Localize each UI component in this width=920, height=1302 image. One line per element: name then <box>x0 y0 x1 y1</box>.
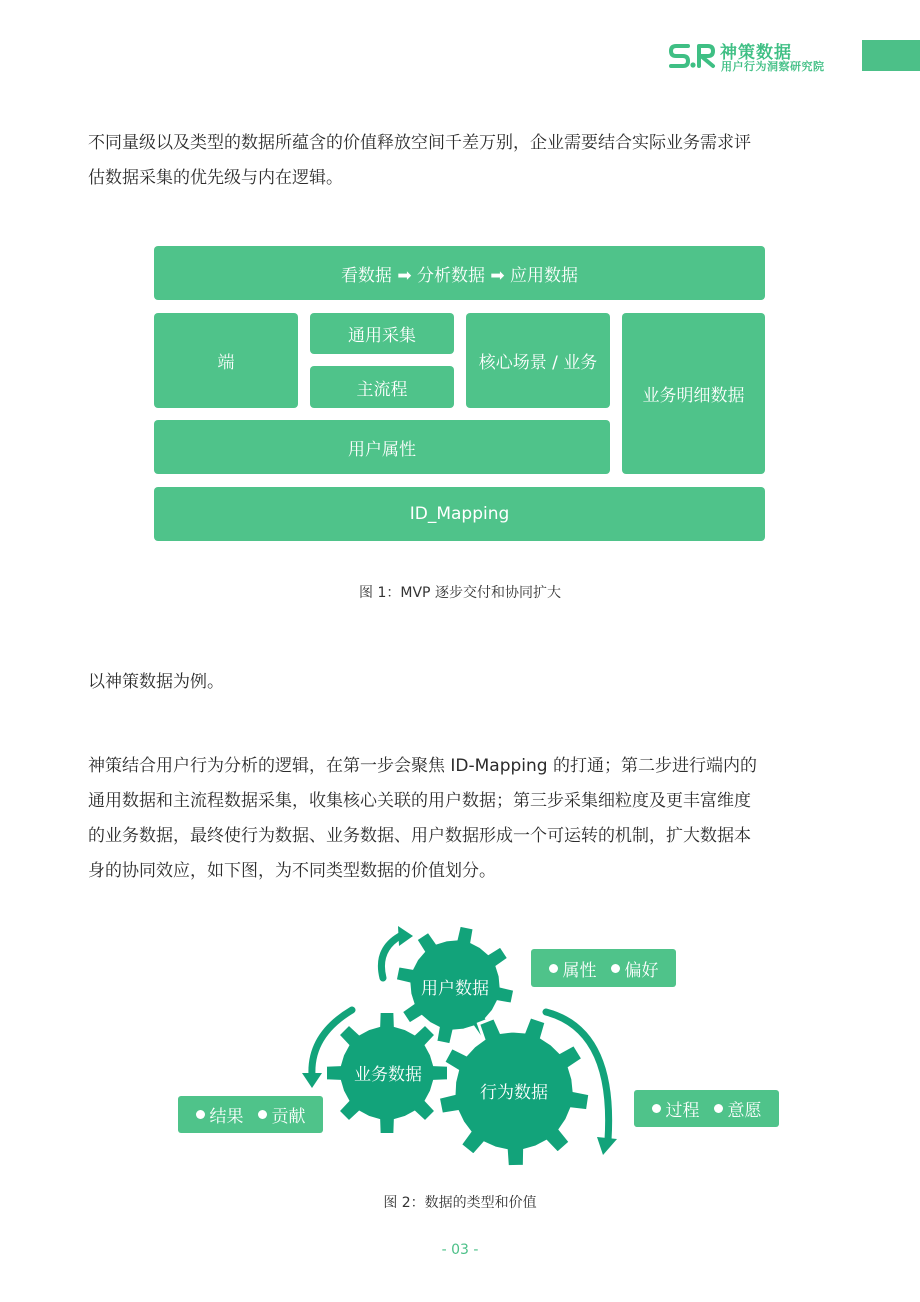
figure1-caption: 图 1：MVP 逐步交付和协同扩大 <box>359 585 561 601</box>
box-end: 端 <box>154 313 298 408</box>
box-main-flow: 主流程 <box>310 366 454 408</box>
brand-subtitle: 用户行为洞察研究院 <box>721 60 825 73</box>
tag-text: 意愿 <box>727 1101 762 1121</box>
tag-text: 偏好 <box>624 960 659 981</box>
intro-line: 估数据采集的优先级与内在逻辑。 <box>88 168 343 188</box>
intro-line: 不同量级以及类型的数据所蕴含的价值释放空间千差万别，企业需要结合实际业务需求评 <box>88 133 751 153</box>
bullet-icon <box>196 1110 205 1119</box>
brand-name: 神策数据 <box>720 43 792 63</box>
tag-text: 结果 <box>209 1107 244 1127</box>
box-core-scenario: 核心场景 / 业务 <box>466 313 610 408</box>
box-id-mapping: ID_Mapping <box>154 487 765 541</box>
bullet-icon <box>611 964 620 973</box>
flow-banner: 看数据 ➡ 分析数据 ➡ 应用数据 <box>154 246 765 300</box>
gear-label-business: 业务数据 <box>354 1065 422 1085</box>
tag-user <box>531 949 676 987</box>
tag-item <box>258 1102 306 1127</box>
example-line: 以神策数据为例。 <box>88 672 224 692</box>
figure2-caption: 图 2：数据的类型和价值 <box>383 1195 537 1211</box>
bullet-icon <box>549 964 558 973</box>
tag-item <box>549 956 597 981</box>
body-line: 通用数据和主流程数据采集，收集核心关联的用户数据；第三步采集细粒度及更丰富维度 <box>88 791 751 811</box>
tag-item <box>196 1102 244 1127</box>
gear-label-behavior: 行为数据 <box>480 1083 548 1103</box>
bullet-icon <box>652 1104 661 1113</box>
page-number: - 03 - <box>441 1242 479 1258</box>
cycle-arrow-head-icon <box>302 1073 322 1088</box>
tag-item <box>611 956 659 981</box>
box-general-collection: 通用采集 <box>310 313 454 354</box>
body-line: 神策结合用户行为分析的逻辑，在第一步会聚焦 ID-Mapping 的打通；第二步进行端内的 <box>88 756 757 776</box>
tag-behavior <box>634 1090 779 1127</box>
tag-text: 贡献 <box>271 1107 306 1127</box>
bullet-icon <box>714 1104 723 1113</box>
body-line: 身的协同效应，如下图，为不同类型数据的价值划分。 <box>88 861 496 881</box>
tag-text: 过程 <box>665 1101 700 1121</box>
bullet-icon <box>258 1110 267 1119</box>
box-business-detail: 业务明细数据 <box>622 313 765 474</box>
gear-label-user: 用户数据 <box>421 979 489 999</box>
tag-item <box>714 1096 762 1121</box>
cycle-arrow-head-icon <box>597 1137 617 1155</box>
tag-text: 属性 <box>562 960 597 981</box>
tag-business <box>178 1096 323 1133</box>
box-user-attributes: 用户属性 <box>154 420 610 474</box>
cycle-arrow-head-icon <box>398 926 413 946</box>
body-line: 的业务数据，最终使行为数据、业务数据、用户数据形成一个可运转的机制，扩大数据本 <box>88 826 751 846</box>
tag-item <box>652 1096 700 1121</box>
